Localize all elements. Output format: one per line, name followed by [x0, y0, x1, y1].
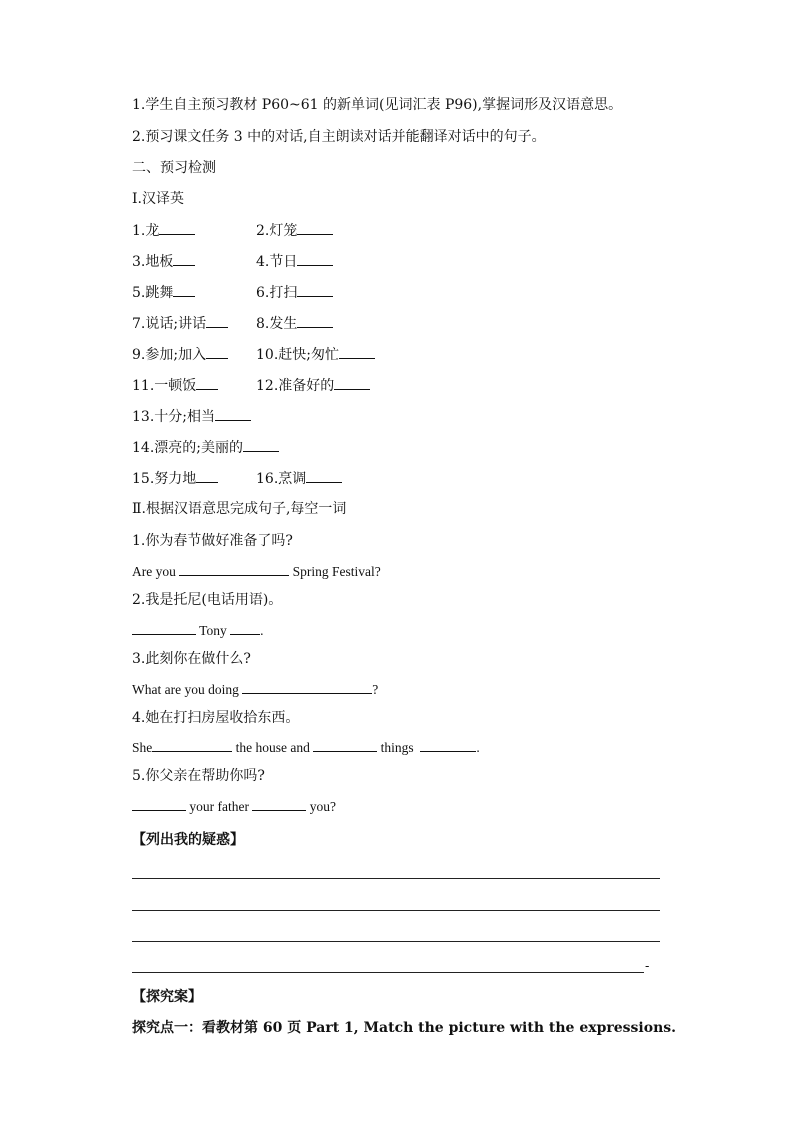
section-title: 二、预习检测: [132, 160, 216, 176]
vocab-row: [132, 220, 298, 241]
answer-blank[interactable]: [196, 468, 218, 483]
intro-line-1: 1.学生自主预习教材 P60~61 的新单词(见词汇表 P96),掌握词形及汉语意思。: [132, 97, 623, 113]
sentence-en: [132, 679, 378, 700]
part2-title: Ⅱ.根据汉语意思完成句子,每空一词: [132, 501, 347, 517]
writing-line[interactable]: [132, 972, 644, 973]
vocab-item: 15.努力地: [132, 471, 197, 487]
vocab-item: 9.参加;加入: [132, 347, 207, 363]
answer-blank[interactable]: [173, 282, 195, 297]
vocab-item: 11.一顿饭: [132, 378, 197, 394]
sentence-text: you?: [309, 799, 336, 814]
vocab-item: 12.准备好的: [256, 378, 335, 394]
vocab-item: 3.地板: [132, 254, 174, 270]
sentence-text: What are you doing: [132, 682, 239, 697]
vocab-item: 14.漂亮的;美丽的: [132, 440, 243, 456]
vocab-row: [132, 313, 298, 334]
answer-blank[interactable]: [420, 737, 476, 752]
vocab-item: 5.跳舞: [132, 285, 174, 301]
vocab-item: 7.说话;讲话: [132, 316, 207, 332]
answer-blank[interactable]: [132, 620, 196, 635]
vocab-item: 1.龙: [132, 223, 160, 239]
doubts-title: 【列出我的疑惑】: [132, 832, 244, 848]
answer-blank[interactable]: [196, 375, 218, 390]
answer-blank[interactable]: [339, 344, 375, 359]
sentence-text: Are you: [132, 564, 176, 579]
vocab-item: 13.十分;相当: [132, 409, 215, 425]
vocab-item: 6.打扫: [256, 285, 298, 301]
answer-blank[interactable]: [215, 406, 251, 421]
answer-blank[interactable]: [230, 620, 260, 635]
sentence-text: Tony: [199, 623, 227, 638]
vocab-item: 8.发生: [256, 316, 298, 332]
vocab-row: [132, 468, 307, 489]
sentence-cn: 1.你为春节做好准备了吗?: [132, 533, 293, 549]
answer-blank[interactable]: [297, 251, 333, 266]
sentence-text: .: [260, 623, 264, 638]
sentence-text: your father: [189, 799, 249, 814]
answer-blank[interactable]: [173, 251, 195, 266]
line-end-mark: -: [645, 959, 650, 974]
answer-blank[interactable]: [297, 220, 333, 235]
sentence-text: ?: [372, 682, 379, 697]
sentence-cn: 3.此刻你在做什么?: [132, 651, 251, 667]
vocab-item: 4.节日: [256, 254, 298, 270]
writing-line[interactable]: [132, 910, 660, 911]
answer-blank[interactable]: [132, 796, 186, 811]
sentence-cn: 4.她在打扫房屋收拾东西。: [132, 710, 300, 726]
writing-line[interactable]: [132, 878, 660, 879]
sentence-en: [132, 561, 381, 582]
sentence-en: [132, 620, 263, 641]
answer-blank[interactable]: [297, 282, 333, 297]
answer-blank[interactable]: [159, 220, 195, 235]
sentence-cn: 5.你父亲在帮助你吗?: [132, 768, 265, 784]
writing-line[interactable]: [132, 941, 660, 942]
sentence-cn: 2.我是托尼(电话用语)。: [132, 592, 283, 608]
vocab-item: 16.烹调: [256, 471, 307, 487]
answer-blank[interactable]: [243, 437, 279, 452]
answer-blank[interactable]: [313, 737, 377, 752]
explore-point: 探究点一：看教材第 60 页 Part 1, Match the picture with the expressions.: [132, 1020, 677, 1036]
vocab-row: [132, 437, 279, 458]
answer-blank[interactable]: [206, 344, 228, 359]
sentence-text: things: [380, 740, 414, 755]
answer-blank[interactable]: [206, 313, 228, 328]
answer-blank[interactable]: [297, 313, 333, 328]
answer-blank[interactable]: [306, 468, 342, 483]
intro-line-2: 2.预习课文任务 3 中的对话,自主朗读对话并能翻译对话中的句子。: [132, 129, 546, 145]
sentence-text: Spring Festival?: [292, 564, 381, 579]
vocab-row: [132, 375, 335, 396]
vocab-item: 10.赶快;匆忙: [256, 347, 339, 363]
answer-blank[interactable]: [179, 561, 289, 576]
sentence-text: She: [132, 740, 153, 755]
part1-title: Ⅰ.汉译英: [132, 191, 184, 207]
sentence-text: the house and: [235, 740, 310, 755]
sentence-en: [132, 737, 480, 758]
vocab-row: [132, 282, 298, 303]
answer-blank[interactable]: [152, 737, 232, 752]
sentence-en: [132, 796, 336, 817]
answer-blank[interactable]: [252, 796, 306, 811]
explore-title: 【探究案】: [132, 989, 202, 1005]
vocab-row: [132, 406, 251, 427]
answer-blank[interactable]: [242, 679, 372, 694]
vocab-row: [132, 344, 339, 365]
vocab-item: 2.灯笼: [256, 223, 298, 239]
sentence-text: .: [476, 740, 480, 755]
answer-blank[interactable]: [334, 375, 370, 390]
vocab-row: [132, 251, 298, 272]
